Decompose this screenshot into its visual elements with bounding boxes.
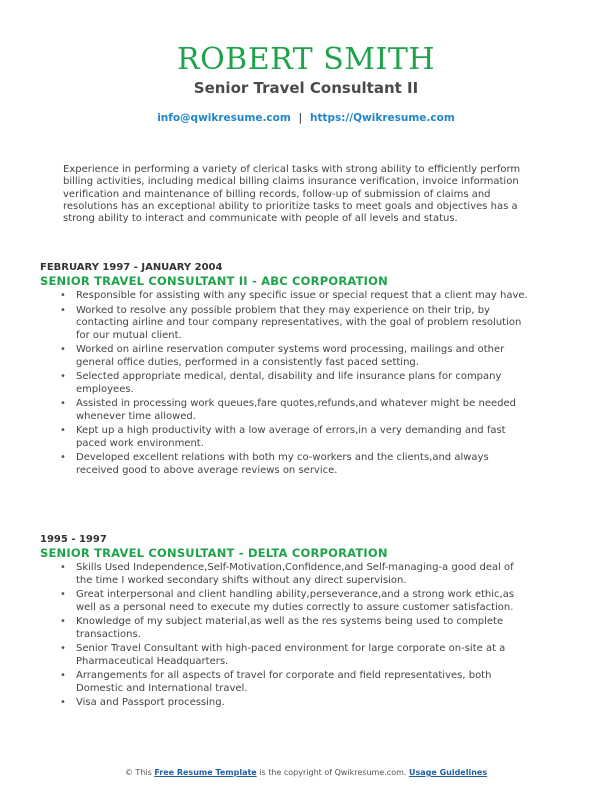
candidate-title: Senior Travel Consultant II	[193, 79, 419, 97]
duty-item	[40, 344, 530, 369]
bullet-icon: •	[60, 616, 66, 627]
duty-text: Senior Travel Consultant with high-paced environment for large corporate on-site at a Pharmaceutical Headquarters.	[76, 643, 506, 667]
duty-text: Visa and Passport processing.	[76, 697, 225, 708]
job-entry-1	[40, 261, 530, 479]
duty-item	[40, 670, 530, 695]
bullet-icon: •	[60, 589, 66, 600]
duty-text: Knowledge of my subject material,as well as the res systems being used to complete transactions.	[76, 616, 504, 640]
duty-text: Worked on airline reservation computer systems word processing, mailings and other general office duties, performed in a consistently fast paced setting.	[76, 344, 505, 368]
usage-guidelines-link[interactable]: Usage Guidelines	[408, 768, 488, 777]
duty-list	[40, 562, 530, 710]
duty-item	[40, 616, 530, 641]
job-entry-2	[40, 533, 530, 712]
duty-item	[40, 589, 530, 614]
duty-text: Skills Used Independence,Self-Motivation,Confidence,and Self-managing-a good deal of the time I worked secondary shifts without any direct supervision.	[76, 562, 514, 586]
duty-item	[40, 562, 530, 587]
duty-item	[40, 290, 530, 303]
job-title: SENIOR TRAVEL CONSULTANT II - ABC CORPORATION	[40, 274, 388, 288]
duty-text: Great interpersonal and client handling ability,perseverance,and a strong work ethic,as well as a personal need to execute my duties correctly to assure customer satisfaction.	[76, 589, 515, 613]
duty-text: Arrangements for all aspects of travel for corporate and field representatives, both Domestic and International travel.	[76, 670, 492, 694]
contact-line	[0, 112, 612, 124]
bullet-icon: •	[60, 398, 66, 409]
duty-text: Responsible for assisting with any specific issue or special request that a client may have.	[76, 290, 528, 301]
duty-item	[40, 643, 530, 668]
duty-item	[40, 398, 530, 423]
duty-item	[40, 697, 530, 710]
bullet-icon: •	[60, 697, 66, 708]
job-title: SENIOR TRAVEL CONSULTANT - DELTA CORPORATION	[40, 546, 388, 560]
bullet-icon: •	[60, 344, 66, 355]
bullet-icon: •	[60, 371, 66, 382]
bullet-icon: •	[60, 670, 66, 681]
copyright-footer	[0, 768, 612, 777]
duty-text: Assisted in processing work queues,fare quotes,refunds,and whatever might be needed whenever time allowed.	[76, 398, 516, 422]
job-dates: 1995 - 1997	[40, 534, 107, 545]
duty-item	[40, 371, 530, 396]
duty-list	[40, 290, 530, 477]
job-dates: FEBRUARY 1997 - JANUARY 2004	[40, 262, 223, 273]
summary-paragraph: Experience in performing a variety of clerical tasks with strong ability to efficiently perform billing activities, including medical billing claims insurance verification, invoice information verification and maintenance of billing records, follow-up of submission of claims and resolutions has an exceptional ability to prioritize tasks to meet goals and objectives has a strong ability to interact and communicate with people of all levels and status.	[63, 164, 521, 225]
contact-separator: |	[298, 112, 303, 124]
footer-prefix: © This	[124, 768, 152, 777]
duty-item	[40, 425, 530, 450]
free-resume-template-link[interactable]: Free Resume Template	[154, 768, 257, 777]
bullet-icon: •	[60, 425, 66, 436]
footer-middle: is the copyright of Qwikresume.com.	[259, 768, 407, 777]
duty-text: Selected appropriate medical, dental, disability and life insurance plans for company employees.	[76, 371, 502, 395]
website-link[interactable]: https://Qwikresume.com	[309, 112, 455, 124]
duty-text: Worked to resolve any possible problem that they may experience on their trip, by contacting airline and tour company representatives, with the goal of problem resolution for our mutual client.	[76, 304, 522, 341]
duty-text: Kept up a high productivity with a low average of errors,in a very demanding and fast paced work environment.	[76, 425, 506, 449]
candidate-name: ROBERT SMITH	[176, 42, 436, 77]
bullet-icon: •	[60, 290, 66, 301]
duty-text: Developed excellent relations with both my co-workers and the clients,and always received good to above average reviews on service.	[76, 452, 489, 476]
duty-item	[40, 452, 530, 477]
bullet-icon: •	[60, 304, 66, 316]
bullet-icon: •	[60, 562, 66, 573]
bullet-icon: •	[60, 643, 66, 654]
email-link[interactable]: info@qwikresume.com	[157, 112, 291, 124]
duty-item	[40, 305, 530, 343]
bullet-icon: •	[60, 452, 66, 463]
